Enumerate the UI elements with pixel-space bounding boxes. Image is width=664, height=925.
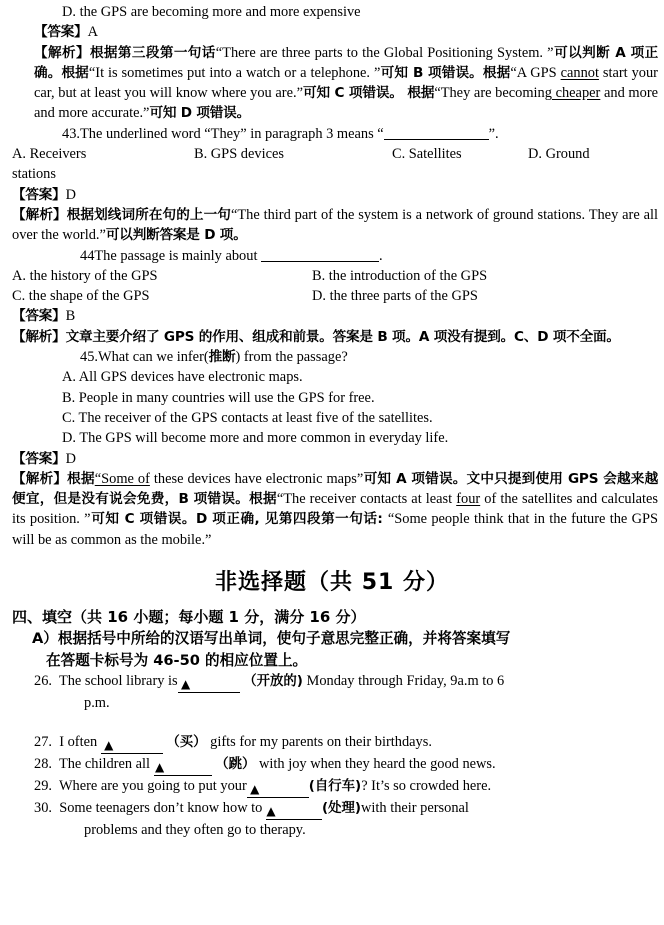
answer-value: D [65,450,76,467]
answer-value: B [65,308,76,325]
q44-option-b[interactable]: B. the introduction of the GPS [312,267,488,284]
analysis-label: 【解析】 [12,470,68,487]
q43-option-c[interactable]: C. Satellites [392,146,462,163]
analysis-en-4-pre: “They are becoming [434,85,552,102]
item-text-after: with joy when they heard the good news. [255,756,496,773]
fib-item-continuation: problems and they often go to therapy. [84,822,306,839]
analysis-cn-2: 可知 A 项错误。文中只提到使用 GPS 会越来越便宜，但是没有说会免费，B 项错误。根据 [12,470,658,508]
item-number: 29. [34,778,52,795]
q43-stem-pre: 43.The underlined word “They” in paragraph 3 means “ [62,125,384,142]
q45-option-c[interactable]: C. The receiver of the GPS contacts at least five of the satellites. [62,409,433,426]
fill-in-blank-directions-line-2: 在答题卡标号为 46-50 的相应位置上。 [46,651,308,669]
analysis-cn-1: 根据第三段第一句话 [89,44,216,61]
analysis-cn-1: 根据 [67,470,95,487]
fib-item [6,776,658,798]
item-text-before: Where are you going to put your [58,778,247,795]
answer-value: A [87,24,98,41]
answer-value: D [65,186,76,203]
q43-answer-row [6,185,658,205]
answer-blank[interactable] [247,783,309,798]
fib-item [6,798,658,820]
q44-options-row-2 [6,286,658,306]
q43-answer-blank [384,126,489,140]
fib-item-continuation: p.m. [84,695,110,712]
answer-label: 【答案】 [34,24,88,41]
analysis-en-1-post: these devices have electronic maps” [149,470,364,487]
item-number: 26. [34,673,52,690]
answer-label: 【答案】 [12,308,66,325]
q44-option-d[interactable]: D. the three parts of the GPS [312,288,478,305]
q45-stem-pre: 45.What can we infer( [80,349,209,366]
analysis-en-4-post: and more and more accurate.” [34,85,659,122]
q42-answer-row [6,22,658,42]
triangle-marker-icon: ▲ [250,782,260,797]
q45-option-a[interactable]: A. All GPS devices have electronic maps. [62,369,303,386]
q44-stem-post: . [379,247,383,264]
item-hint: (自行车) [308,779,362,795]
q43-options-row [6,144,658,164]
q44-option-a[interactable]: A. the history of the GPS [12,267,158,284]
analysis-en-3-underlined: cannot [560,64,599,81]
analysis-en-2: “It is sometimes put into a watch or a telephone. ” [88,64,381,81]
q42-option-d: D. the GPS are becoming more and more expensive [62,4,361,20]
q44-options-row-1 [6,266,658,286]
analysis-cn-2: 可以判断答案是 D 项。 [105,227,247,244]
analysis-en-2-underlined: four [456,491,481,508]
analysis-cn-3: 可知 C 项错误。D 项正确, 见第四段第一句话: [90,511,388,528]
q44-option-c[interactable]: C. the shape of the GPS [12,288,150,305]
q43-stem [6,124,658,144]
answer-blank[interactable] [178,678,240,693]
analysis-en-1-underlined: “Some of [94,470,150,487]
answer-blank[interactable] [266,805,322,820]
q43-option-d-wrap: stations [12,166,56,183]
item-number: 30. [34,800,52,817]
nonchoice-section-title: 非选择题（共 51 分） [215,570,449,596]
analysis-cn-4: 可知 C 项错误。 根据 [302,85,435,102]
analysis-label: 【解析】 [12,206,67,223]
item-hint: (处理) [321,801,362,817]
analysis-label: 【解析】 [34,44,90,61]
analysis-en-3-pre: “A GPS [510,64,561,81]
answer-label: 【答案】 [12,186,66,203]
item-text-after: gifts for my parents on their birthdays. [206,734,432,751]
q43-stem-post: ”. [488,125,499,142]
item-number: 28. [34,756,52,773]
q45-stem-post: ) from the passage? [235,349,348,366]
item-text-before: The school library is [58,673,178,690]
analysis-cn-2: 可以判断 A 项正确。根据 [34,44,659,81]
q44-answer-row [6,306,658,326]
q45-option-d[interactable]: D. The GPS will become more and more common in everyday life. [62,430,449,447]
q43-analysis [6,205,658,246]
analysis-en-2-pre: “The receiver contacts at least [276,491,457,508]
item-hint: （跳） [215,757,256,773]
item-text-after: with their personal [361,800,469,817]
answer-label: 【答案】 [12,450,66,467]
analysis-en-1: “There are three parts to the Global Positioning System. ” [215,44,554,61]
fill-in-blank-heading: 四、填空（共 16 小题；每小题 1 分，满分 16 分） [12,608,366,627]
item-text-before: The children all [58,756,154,773]
answer-blank[interactable] [154,761,212,776]
spacer [6,714,658,732]
fib-item [6,671,658,693]
q45-answer-row [6,449,658,469]
triangle-marker-icon: ▲ [155,760,165,775]
analysis-en-1: “The third part of the system is a network of ground stations. They are all over the world.” [12,206,658,244]
analysis-label: 【解析】 [12,328,66,345]
triangle-marker-icon: ▲ [104,738,114,753]
analysis-en-3-post: start your car, but at least you will know where you are.” [34,64,658,102]
triangle-marker-icon: ▲ [266,804,276,819]
item-hint: （买） [166,735,207,751]
analysis-cn-1: 根据划线词所在句的上一句 [66,206,231,223]
item-text-before: Some teenagers don’t know how to [59,800,266,817]
q44-analysis [6,327,658,347]
fill-in-blank-directions-line-1: A）根据括号中所给的汉语写出单词，使句子意思完整正确，并将答案填写 [32,630,511,648]
item-text-before: I often [59,734,101,751]
q45-stem [6,347,658,367]
q43-option-b[interactable]: B. GPS devices [194,146,284,163]
q45-option-b[interactable]: B. People in many countries will use the GPS for free. [62,389,375,406]
triangle-marker-icon: ▲ [181,677,191,692]
item-text-after: ? It’s so crowded here. [361,778,492,795]
item-number: 27. [34,734,52,751]
item-text-after: Monday through Friday, 9a.m to 6 [302,673,505,690]
analysis-cn-1: 文章主要介绍了 GPS 的作用、组成和前景。答案是 B 项。A 项没有提到。C、D 项不全面。 [65,328,620,345]
analysis-en-3: “Some people think that in the future the GPS will be as common as the mobile.” [12,511,658,548]
q42-analysis [6,43,658,124]
fib-item [6,732,658,754]
item-hint: （开放的) [243,674,303,690]
q44-stem [6,246,658,266]
analysis-cn-5: 可知 D 项错误。 [149,105,250,122]
fib-item [6,754,658,776]
analysis-en-2-post: of the satellites and calculates its position. ” [12,491,659,528]
q43-option-a[interactable]: A. Receivers [12,146,87,163]
answer-blank[interactable] [101,739,163,754]
analysis-en-4-underlined: cheaper [551,85,601,102]
analysis-cn-3: 可知 B 项错误。根据 [380,64,511,81]
q44-answer-blank [261,248,379,262]
q45-stem-gloss: 推断 [208,349,236,366]
q43-option-d[interactable]: D. Ground [528,146,590,163]
q44-stem-pre: 44The passage is mainly about [80,247,262,264]
q45-analysis [6,469,658,550]
